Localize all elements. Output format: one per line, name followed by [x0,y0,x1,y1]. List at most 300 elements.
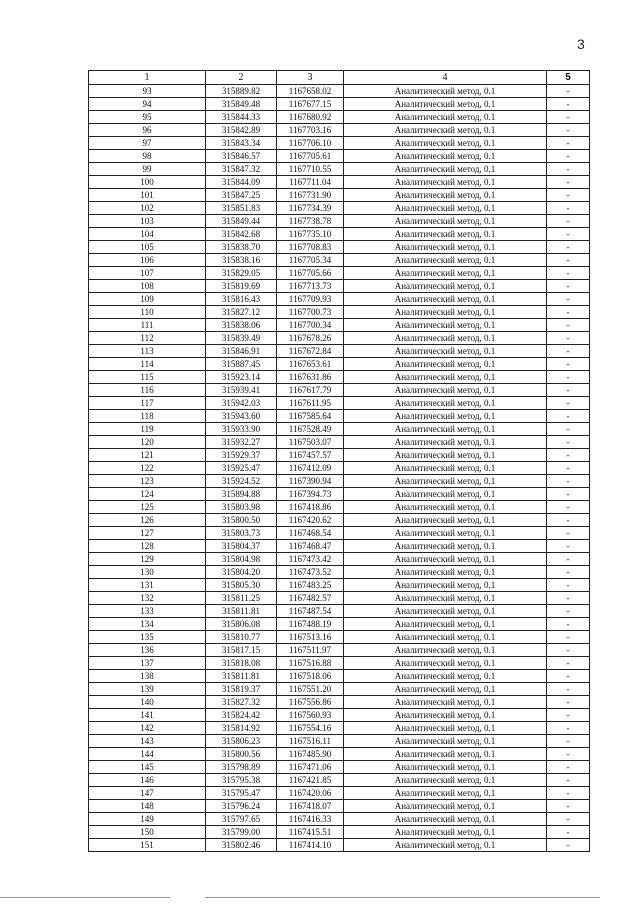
table-row [89,163,590,176]
method-cell: Аналитический метод, 0.1 [344,436,547,449]
table-row [89,566,590,579]
description-cell: - [547,722,590,735]
method-cell: Аналитический метод, 0.1 [344,241,547,254]
y-coordinate-cell: 1167468.54 [277,527,344,540]
point-number-cell: 101 [89,189,206,202]
point-number-cell: 95 [89,111,206,124]
y-coordinate-cell: 1167457.57 [277,449,344,462]
point-number-cell: 119 [89,423,206,436]
point-number-cell: 135 [89,631,206,644]
table-row [89,397,590,410]
point-number-cell: 137 [89,657,206,670]
method-cell: Аналитический метод, 0.1 [344,397,547,410]
x-coordinate-cell: 315811.81 [206,605,277,618]
point-number-cell: 133 [89,605,206,618]
method-cell: Аналитический метод, 0.1 [344,670,547,683]
table-row [89,722,590,735]
x-coordinate-cell: 315925.47 [206,462,277,475]
y-coordinate-cell: 1167487.54 [277,605,344,618]
point-number-cell: 139 [89,683,206,696]
y-coordinate-cell: 1167415.51 [277,826,344,839]
point-number-cell: 142 [89,722,206,735]
method-cell: Аналитический метод, 0.1 [344,579,547,592]
method-cell: Аналитический метод, 0.1 [344,839,547,852]
point-number-cell: 148 [89,800,206,813]
point-number-cell: 103 [89,215,206,228]
table-row [89,280,590,293]
y-coordinate-cell: 1167528.49 [277,423,344,436]
y-coordinate-cell: 1167421.85 [277,774,344,787]
method-cell: Аналитический метод, 0.1 [344,709,547,722]
x-coordinate-cell: 315842.68 [206,228,277,241]
method-cell: Аналитический метод, 0.1 [344,280,547,293]
table-row [89,540,590,553]
x-coordinate-cell: 315842.89 [206,124,277,137]
method-cell: Аналитический метод, 0.1 [344,163,547,176]
description-cell: - [547,150,590,163]
description-cell: - [547,501,590,514]
y-coordinate-cell: 1167678.26 [277,332,344,345]
column-header-x: 2 [206,71,277,85]
table-row [89,670,590,683]
method-cell: Аналитический метод, 0.1 [344,566,547,579]
description-cell: - [547,202,590,215]
x-coordinate-cell: 315804.98 [206,553,277,566]
x-coordinate-cell: 315838.16 [206,254,277,267]
y-coordinate-cell: 1167677.15 [277,98,344,111]
y-coordinate-cell: 1167483.25 [277,579,344,592]
method-cell: Аналитический метод, 0.1 [344,111,547,124]
x-coordinate-cell: 315803.73 [206,527,277,540]
x-coordinate-cell: 315811.25 [206,592,277,605]
table-row [89,215,590,228]
table-row [89,631,590,644]
x-coordinate-cell: 315894.88 [206,488,277,501]
y-coordinate-cell: 1167468.47 [277,540,344,553]
description-cell: - [547,306,590,319]
method-cell: Аналитический метод, 0.1 [344,293,547,306]
description-cell: - [547,696,590,709]
y-coordinate-cell: 1167709.93 [277,293,344,306]
table-row [89,436,590,449]
y-coordinate-cell: 1167700.34 [277,319,344,332]
description-cell: - [547,644,590,657]
coordinates-table [88,70,590,852]
point-number-cell: 145 [89,761,206,774]
description-cell: - [547,111,590,124]
x-coordinate-cell: 315849.44 [206,215,277,228]
point-number-cell: 109 [89,293,206,306]
description-cell: - [547,540,590,553]
method-cell: Аналитический метод, 0.1 [344,657,547,670]
x-coordinate-cell: 315819.69 [206,280,277,293]
method-cell: Аналитический метод, 0.1 [344,85,547,98]
table-row [89,319,590,332]
method-cell: Аналитический метод, 0.1 [344,618,547,631]
description-cell: - [547,618,590,631]
description-cell: - [547,241,590,254]
y-coordinate-cell: 1167471.06 [277,761,344,774]
table-row [89,839,590,852]
y-coordinate-cell: 1167706.10 [277,137,344,150]
description-cell: - [547,371,590,384]
table-row [89,553,590,566]
description-cell: - [547,332,590,345]
y-coordinate-cell: 1167420.62 [277,514,344,527]
point-number-cell: 114 [89,358,206,371]
x-coordinate-cell: 315933.90 [206,423,277,436]
description-cell: - [547,124,590,137]
table-row [89,345,590,358]
method-cell: Аналитический метод, 0.1 [344,605,547,618]
table-row [89,371,590,384]
description-cell: - [547,761,590,774]
table-row [89,254,590,267]
method-cell: Аналитический метод, 0.1 [344,228,547,241]
x-coordinate-cell: 315795.47 [206,787,277,800]
table-row [89,592,590,605]
point-number-cell: 120 [89,436,206,449]
x-coordinate-cell: 315889.82 [206,85,277,98]
y-coordinate-cell: 1167416.33 [277,813,344,826]
y-coordinate-cell: 1167511.97 [277,644,344,657]
table-row [89,618,590,631]
y-coordinate-cell: 1167473.52 [277,566,344,579]
table-row [89,189,590,202]
description-cell: - [547,579,590,592]
column-header-description: 5 [547,71,590,85]
y-coordinate-cell: 1167414.10 [277,839,344,852]
y-coordinate-cell: 1167556.86 [277,696,344,709]
table-row [89,475,590,488]
point-number-cell: 141 [89,709,206,722]
point-number-cell: 102 [89,202,206,215]
method-cell: Аналитический метод, 0.1 [344,553,547,566]
x-coordinate-cell: 315811.81 [206,670,277,683]
point-number-cell: 132 [89,592,206,605]
description-cell: - [547,436,590,449]
y-coordinate-cell: 1167672.84 [277,345,344,358]
point-number-cell: 140 [89,696,206,709]
x-coordinate-cell: 315846.57 [206,150,277,163]
y-coordinate-cell: 1167653.61 [277,358,344,371]
x-coordinate-cell: 315851.83 [206,202,277,215]
y-coordinate-cell: 1167518.06 [277,670,344,683]
description-cell: - [547,527,590,540]
x-coordinate-cell: 315939.41 [206,384,277,397]
description-cell: - [547,449,590,462]
x-coordinate-cell: 315797.65 [206,813,277,826]
description-cell: - [547,98,590,111]
point-number-cell: 126 [89,514,206,527]
x-coordinate-cell: 315849.48 [206,98,277,111]
y-coordinate-cell: 1167658.02 [277,85,344,98]
method-cell: Аналитический метод, 0.1 [344,774,547,787]
table-row [89,124,590,137]
y-coordinate-cell: 1167418.07 [277,800,344,813]
table-row [89,696,590,709]
description-cell: - [547,267,590,280]
table-row [89,488,590,501]
table-row [89,709,590,722]
description-cell: - [547,839,590,852]
description-cell: - [547,462,590,475]
x-coordinate-cell: 315846.91 [206,345,277,358]
point-number-cell: 130 [89,566,206,579]
method-cell: Аналитический метод, 0.1 [344,371,547,384]
description-cell: - [547,176,590,189]
x-coordinate-cell: 315929.37 [206,449,277,462]
table-row [89,748,590,761]
y-coordinate-cell: 1167731.90 [277,189,344,202]
method-cell: Аналитический метод, 0.1 [344,319,547,332]
description-cell: - [547,709,590,722]
x-coordinate-cell: 315806.08 [206,618,277,631]
y-coordinate-cell: 1167700.73 [277,306,344,319]
method-cell: Аналитический метод, 0.1 [344,501,547,514]
y-coordinate-cell: 1167713.73 [277,280,344,293]
description-cell: - [547,748,590,761]
method-cell: Аналитический метод, 0.1 [344,332,547,345]
x-coordinate-cell: 315804.37 [206,540,277,553]
point-number-cell: 150 [89,826,206,839]
table-row [89,735,590,748]
y-coordinate-cell: 1167503.07 [277,436,344,449]
point-number-cell: 147 [89,787,206,800]
point-number-cell: 149 [89,813,206,826]
point-number-cell: 116 [89,384,206,397]
point-number-cell: 128 [89,540,206,553]
description-cell: - [547,774,590,787]
table-row [89,293,590,306]
y-coordinate-cell: 1167735.10 [277,228,344,241]
point-number-cell: 93 [89,85,206,98]
point-number-cell: 113 [89,345,206,358]
description-cell: - [547,800,590,813]
table-row [89,657,590,670]
table-row [89,111,590,124]
point-number-cell: 121 [89,449,206,462]
x-coordinate-cell: 315803.98 [206,501,277,514]
method-cell: Аналитический метод, 0.1 [344,826,547,839]
point-number-cell: 112 [89,332,206,345]
description-cell: - [547,397,590,410]
x-coordinate-cell: 315838.06 [206,319,277,332]
y-coordinate-cell: 1167513.16 [277,631,344,644]
method-cell: Аналитический метод, 0.1 [344,540,547,553]
method-cell: Аналитический метод, 0.1 [344,345,547,358]
point-number-cell: 134 [89,618,206,631]
description-cell: - [547,384,590,397]
method-cell: Аналитический метод, 0.1 [344,384,547,397]
y-coordinate-cell: 1167390.94 [277,475,344,488]
point-number-cell: 117 [89,397,206,410]
description-cell: - [547,345,590,358]
description-cell: - [547,410,590,423]
y-coordinate-cell: 1167710.55 [277,163,344,176]
x-coordinate-cell: 315796.24 [206,800,277,813]
description-cell: - [547,605,590,618]
description-cell: - [547,735,590,748]
method-cell: Аналитический метод, 0.1 [344,410,547,423]
description-cell: - [547,189,590,202]
table-row [89,267,590,280]
method-cell: Аналитический метод, 0.1 [344,748,547,761]
method-cell: Аналитический метод, 0.1 [344,215,547,228]
point-number-cell: 136 [89,644,206,657]
x-coordinate-cell: 315804.20 [206,566,277,579]
y-coordinate-cell: 1167738.78 [277,215,344,228]
point-number-cell: 110 [89,306,206,319]
method-cell: Аналитический метод, 0.1 [344,462,547,475]
x-coordinate-cell: 315844.09 [206,176,277,189]
method-cell: Аналитический метод, 0.1 [344,735,547,748]
method-cell: Аналитический метод, 0.1 [344,449,547,462]
description-cell: - [547,280,590,293]
method-cell: Аналитический метод, 0.1 [344,267,547,280]
x-coordinate-cell: 315817.15 [206,644,277,657]
description-cell: - [547,319,590,332]
table-row [89,579,590,592]
point-number-cell: 118 [89,410,206,423]
method-cell: Аналитический метод, 0.1 [344,202,547,215]
point-number-cell: 125 [89,501,206,514]
point-number-cell: 151 [89,839,206,852]
x-coordinate-cell: 315824.42 [206,709,277,722]
point-number-cell: 143 [89,735,206,748]
y-coordinate-cell: 1167703.16 [277,124,344,137]
description-cell: - [547,358,590,371]
table-row [89,787,590,800]
point-number-cell: 98 [89,150,206,163]
method-cell: Аналитический метод, 0.1 [344,150,547,163]
footer-rule [0,897,170,899]
x-coordinate-cell: 315887.45 [206,358,277,371]
table-row [89,137,590,150]
point-number-cell: 138 [89,670,206,683]
x-coordinate-cell: 315943.60 [206,410,277,423]
description-cell: - [547,553,590,566]
description-cell: - [547,787,590,800]
table-row [89,644,590,657]
y-coordinate-cell: 1167631.86 [277,371,344,384]
method-cell: Аналитический метод, 0.1 [344,800,547,813]
x-coordinate-cell: 315923.14 [206,371,277,384]
x-coordinate-cell: 315847.32 [206,163,277,176]
x-coordinate-cell: 315802.46 [206,839,277,852]
point-number-cell: 144 [89,748,206,761]
table-row [89,501,590,514]
x-coordinate-cell: 315827.12 [206,306,277,319]
method-cell: Аналитический метод, 0.1 [344,592,547,605]
y-coordinate-cell: 1167705.34 [277,254,344,267]
x-coordinate-cell: 315942.03 [206,397,277,410]
y-coordinate-cell: 1167412.09 [277,462,344,475]
point-number-cell: 127 [89,527,206,540]
y-coordinate-cell: 1167585.64 [277,410,344,423]
point-number-cell: 105 [89,241,206,254]
x-coordinate-cell: 315800.56 [206,748,277,761]
table-row [89,527,590,540]
x-coordinate-cell: 315806.23 [206,735,277,748]
x-coordinate-cell: 315819.37 [206,683,277,696]
description-cell: - [547,215,590,228]
table-row [89,202,590,215]
method-cell: Аналитический метод, 0.1 [344,176,547,189]
x-coordinate-cell: 315843.34 [206,137,277,150]
y-coordinate-cell: 1167485.90 [277,748,344,761]
y-coordinate-cell: 1167705.61 [277,150,344,163]
point-number-cell: 106 [89,254,206,267]
method-cell: Аналитический метод, 0.1 [344,124,547,137]
y-coordinate-cell: 1167711.04 [277,176,344,189]
description-cell: - [547,137,590,150]
table-row [89,85,590,98]
table-row [89,605,590,618]
description-cell: - [547,423,590,436]
table-row [89,410,590,423]
table-row [89,358,590,371]
method-cell: Аналитический метод, 0.1 [344,787,547,800]
point-number-cell: 104 [89,228,206,241]
description-cell: - [547,683,590,696]
method-cell: Аналитический метод, 0.1 [344,644,547,657]
description-cell: - [547,592,590,605]
description-cell: - [547,254,590,267]
method-cell: Аналитический метод, 0.1 [344,475,547,488]
description-cell: - [547,514,590,527]
x-coordinate-cell: 315932.27 [206,436,277,449]
x-coordinate-cell: 315844.33 [206,111,277,124]
x-coordinate-cell: 315798.89 [206,761,277,774]
x-coordinate-cell: 315839.49 [206,332,277,345]
x-coordinate-cell: 315795.38 [206,774,277,787]
method-cell: Аналитический метод, 0.1 [344,306,547,319]
description-cell: - [547,566,590,579]
point-number-cell: 111 [89,319,206,332]
table-row [89,813,590,826]
x-coordinate-cell: 315810.77 [206,631,277,644]
y-coordinate-cell: 1167394.73 [277,488,344,501]
x-coordinate-cell: 315827.32 [206,696,277,709]
table-row [89,176,590,189]
description-cell: - [547,657,590,670]
x-coordinate-cell: 315816.43 [206,293,277,306]
point-number-cell: 97 [89,137,206,150]
y-coordinate-cell: 1167420.06 [277,787,344,800]
x-coordinate-cell: 315924.52 [206,475,277,488]
method-cell: Аналитический метод, 0.1 [344,358,547,371]
y-coordinate-cell: 1167560.93 [277,709,344,722]
method-cell: Аналитический метод, 0.1 [344,189,547,202]
y-coordinate-cell: 1167617.79 [277,384,344,397]
x-coordinate-cell: 315818.08 [206,657,277,670]
method-cell: Аналитический метод, 0.1 [344,683,547,696]
description-cell: - [547,488,590,501]
x-coordinate-cell: 315829.05 [206,267,277,280]
method-cell: Аналитический метод, 0.1 [344,254,547,267]
column-header-y: 3 [277,71,344,85]
point-number-cell: 96 [89,124,206,137]
y-coordinate-cell: 1167516.11 [277,735,344,748]
x-coordinate-cell: 315814.92 [206,722,277,735]
point-number-cell: 122 [89,462,206,475]
point-number-cell: 129 [89,553,206,566]
point-number-cell: 100 [89,176,206,189]
method-cell: Аналитический метод, 0.1 [344,137,547,150]
x-coordinate-cell: 315838.70 [206,241,277,254]
table-row [89,800,590,813]
